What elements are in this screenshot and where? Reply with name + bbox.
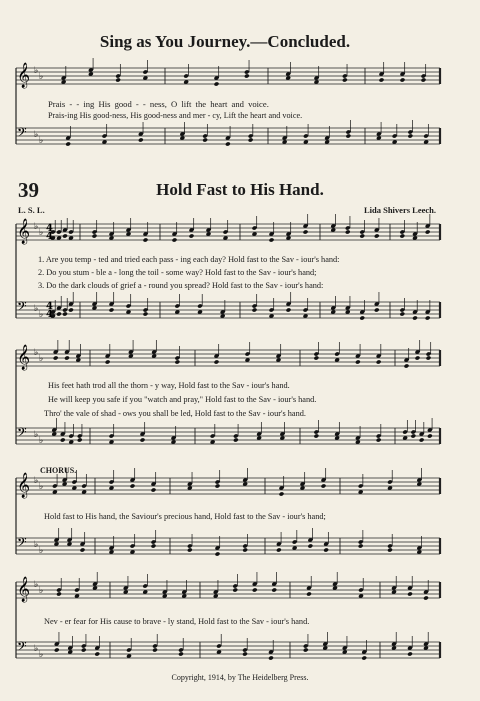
note-head	[143, 311, 149, 316]
note-head	[77, 437, 83, 442]
note-head	[412, 315, 418, 320]
note-head	[425, 229, 431, 234]
note-head	[425, 315, 431, 320]
note-head	[359, 233, 365, 238]
note-head	[214, 81, 220, 86]
note-head	[269, 237, 275, 242]
prev-lyric-2: Prais-ing His good-ness, His good-ness and mer - cy, Lift the heart and voice.	[48, 111, 303, 120]
note-head	[342, 77, 348, 82]
note-head	[303, 229, 309, 234]
note-head	[175, 359, 181, 364]
note-head	[172, 237, 178, 242]
flat-sign: ♭	[34, 430, 39, 440]
note-head	[94, 651, 100, 656]
note-head	[53, 355, 59, 360]
time-signature: 4	[46, 309, 53, 320]
note-head	[376, 437, 382, 442]
bass-clef: 𝄢	[17, 425, 27, 443]
flat-sign: ♭	[39, 310, 44, 320]
flat-sign: ♭	[39, 228, 44, 238]
note-head	[225, 141, 231, 146]
note-head	[178, 651, 184, 656]
note-head	[105, 359, 111, 364]
note-head	[355, 359, 361, 364]
verse-2-line-1: 2. Do you stum - ble a - long the toil - some way? Hold fast to the Sav - iour's hand;	[38, 268, 317, 277]
note-head	[345, 229, 351, 234]
note-head	[321, 483, 327, 488]
note-head	[399, 311, 405, 316]
note-head	[400, 77, 406, 82]
note-head	[56, 311, 62, 316]
note-head	[346, 133, 352, 138]
flat-sign: ♭	[34, 304, 39, 314]
verse-2-line-2: He will keep you safe if you "watch and pray," Hold fast to the Sav - iour's hand.	[48, 395, 317, 404]
note-head	[62, 233, 68, 238]
note-head	[314, 355, 320, 360]
prev-lyric-1: Prais - - ing His good - - ness, O lift the heart and voice.	[48, 99, 269, 109]
hymn-title: Hold Fast to His Hand.	[156, 180, 324, 199]
note-head	[143, 237, 149, 242]
note-head	[109, 307, 115, 312]
note-head	[359, 315, 365, 320]
flat-sign: ♭	[34, 580, 39, 590]
flat-sign: ♭	[34, 644, 39, 654]
note-head	[151, 487, 157, 492]
flat-sign: ♭	[34, 130, 39, 140]
chorus-label: CHORUS.	[40, 466, 77, 475]
note-head	[308, 543, 314, 548]
treble-clef: 𝄞	[17, 63, 31, 88]
note-head	[399, 233, 405, 238]
note-head	[81, 647, 87, 652]
note-head	[56, 591, 62, 596]
chorus-line-2: Nev - er fear for His cause to brave - ly stand, Hold fast to the Sav - iour's hand.	[44, 617, 310, 626]
note-head	[361, 655, 367, 660]
note-head	[189, 233, 195, 238]
bass-clef: 𝄢	[17, 125, 27, 143]
note-head	[92, 233, 98, 238]
note-head	[64, 355, 70, 360]
note-head	[242, 547, 248, 552]
time-signature: 4	[46, 231, 53, 242]
note-head	[215, 551, 221, 556]
note-head	[233, 437, 239, 442]
note-head	[244, 73, 250, 78]
note-head	[268, 655, 274, 660]
hymn-number: 39	[18, 178, 39, 202]
verse-3-line-2: Thro' the vale of shad - ows you shall be led, Hold fast to the Sav - iour's hand.	[44, 409, 306, 418]
flat-sign: ♭	[39, 436, 44, 446]
treble-clef: 𝄞	[17, 345, 31, 370]
note-head	[138, 137, 144, 142]
note-head	[358, 543, 364, 548]
bass-clef: 𝄢	[17, 299, 27, 317]
note-head	[407, 651, 413, 656]
note-head	[242, 651, 248, 656]
note-head	[419, 437, 425, 442]
note-head	[276, 547, 282, 552]
chorus-line-1: Hold fast to His hand, the Saviour's precious hand, Hold fast to the Sav - iour's hand;	[44, 512, 326, 521]
note-head	[202, 137, 208, 142]
bass-clef: 𝄢	[17, 535, 27, 553]
flat-sign: ♭	[34, 540, 39, 550]
note-head	[80, 547, 86, 552]
treble-clef: 𝄞	[17, 473, 31, 498]
music-credit: Lida Shivers Leech.	[363, 205, 436, 215]
note-head	[415, 355, 421, 360]
note-head	[404, 363, 410, 368]
note-head	[314, 433, 320, 438]
note-head	[407, 591, 413, 596]
note-head	[374, 307, 380, 312]
treble-clef: 𝄞	[17, 577, 31, 602]
flat-sign: ♭	[39, 586, 44, 596]
verse-1-line-2: His feet hath trod all the thorn - y way, Hold fast to the Sav - iour's hand.	[48, 381, 290, 390]
note-head	[214, 359, 220, 364]
note-head	[323, 547, 329, 552]
note-head	[279, 491, 285, 496]
verse-3-line-1: 3. Do the dark clouds of grief a - round you spread? Hold fast to the Sav - iour's hand:	[38, 281, 324, 290]
flat-sign: ♭	[34, 348, 39, 358]
note-head	[252, 307, 258, 312]
time-signature: 4	[46, 301, 53, 312]
note-head	[60, 437, 66, 442]
note-head	[140, 437, 146, 442]
note-head	[65, 141, 71, 146]
flat-sign: ♭	[39, 354, 44, 364]
treble-clef: 𝄞	[17, 219, 31, 244]
note-head	[423, 595, 429, 600]
note-head	[130, 483, 136, 488]
note-head	[376, 359, 382, 364]
note-head	[252, 587, 258, 592]
note-head	[379, 77, 385, 82]
note-head	[115, 77, 121, 82]
note-head	[411, 433, 417, 438]
flat-sign: ♭	[39, 546, 44, 556]
flat-sign: ♭	[34, 66, 39, 76]
note-head	[303, 647, 309, 652]
note-head	[421, 77, 427, 82]
flat-sign: ♭	[39, 136, 44, 146]
note-head	[427, 433, 433, 438]
note-head	[68, 307, 74, 312]
prev-hymn-title: Sing as You Journey.—Concluded.	[99, 32, 351, 51]
note-head	[286, 307, 292, 312]
note-head	[387, 547, 393, 552]
note-head	[306, 591, 312, 596]
note-head	[374, 233, 380, 238]
note-head	[271, 587, 277, 592]
note-head	[152, 647, 158, 652]
time-signature: 4	[46, 223, 53, 234]
copyright-footer: Copyright, 1914, by The Heidelberg Press.	[171, 673, 309, 682]
note-head	[426, 355, 432, 360]
note-head	[151, 543, 157, 548]
flat-sign: ♭	[34, 476, 39, 486]
flat-sign: ♭	[39, 72, 44, 82]
note-head	[54, 647, 60, 652]
flat-sign: ♭	[39, 482, 44, 492]
note-head	[215, 483, 221, 488]
flat-sign: ♭	[34, 222, 39, 232]
note-head	[248, 137, 254, 142]
words-credit: L. S. L.	[18, 205, 45, 215]
bass-clef: 𝄢	[17, 639, 27, 657]
note-head	[62, 311, 68, 316]
note-head	[408, 133, 414, 138]
note-head	[187, 547, 193, 552]
flat-sign: ♭	[39, 650, 44, 660]
note-head	[232, 587, 238, 592]
verse-1-line-1: 1. Are you temp - ted and tried each pass - ing each day? Hold fast to the Sav - iour's hand:	[38, 255, 340, 264]
